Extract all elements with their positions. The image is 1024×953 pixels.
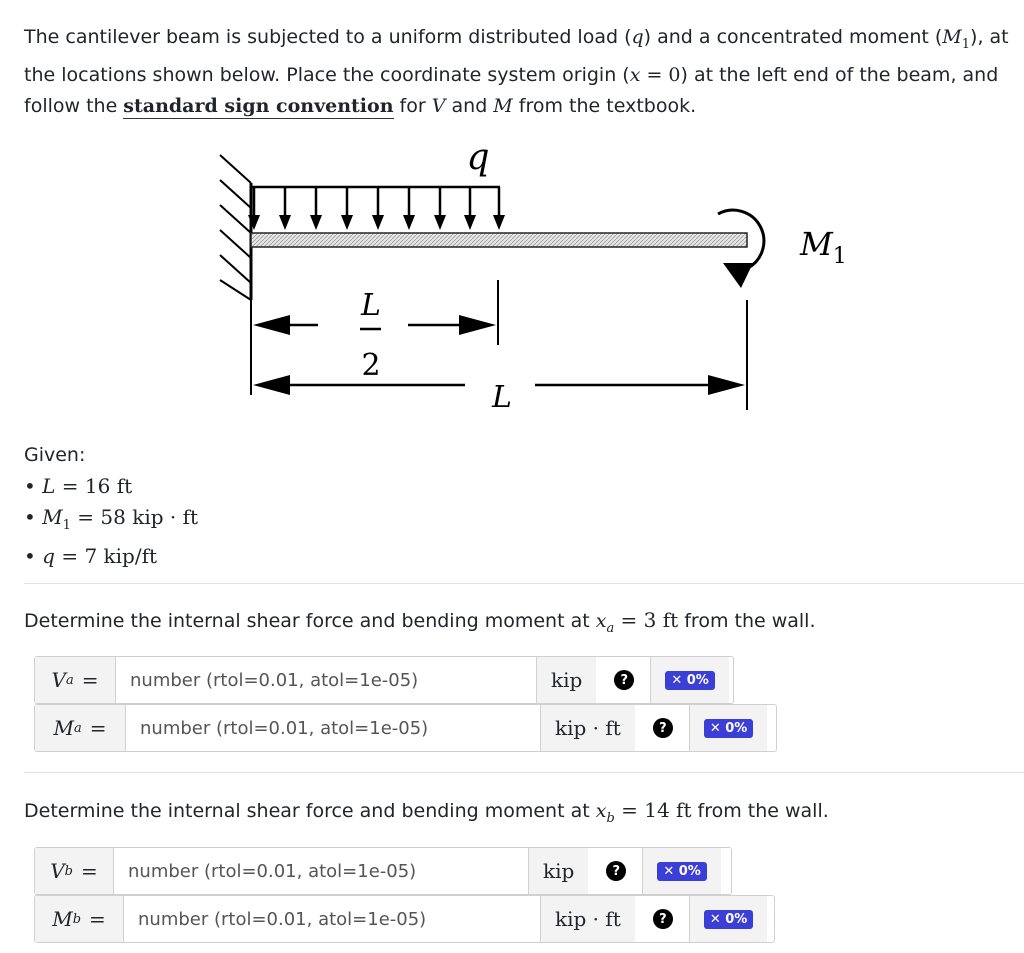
answer-label [35, 657, 116, 703]
beam-diagram [200, 135, 880, 425]
given-var: L [42, 474, 56, 498]
given-section [24, 440, 198, 572]
var-M: M [942, 26, 962, 48]
intro-text-3: ), at the locations shown below. Place the coordinate system origin ( [24, 26, 1009, 86]
help-icon[interactable]: ? [614, 670, 634, 690]
score-box [689, 896, 768, 942]
score-box [650, 657, 729, 703]
moment-label [799, 225, 847, 269]
question-a-value: = 3 ft [614, 608, 679, 632]
var-V: V [431, 94, 446, 117]
Mb-input[interactable] [124, 896, 540, 942]
moment-label-sub: 1 [832, 244, 847, 269]
given-value: = 7 kip/ft [54, 544, 158, 568]
answer-sub: b [64, 863, 73, 879]
Va-input[interactable] [116, 657, 536, 703]
given-var: q [42, 544, 55, 568]
answer-var: M [53, 716, 74, 740]
given-item-moment: • $M_1 = 58$ kip · ft [24, 505, 199, 533]
answer-eq: = [81, 668, 99, 692]
var-q: q [631, 26, 644, 48]
help-icon[interactable]: ? [653, 909, 673, 929]
score-box [689, 705, 768, 751]
answer-unit: kip · ft [540, 896, 635, 942]
intro-text-6: and [445, 94, 494, 117]
moment-arrow [718, 210, 764, 288]
question-a [24, 608, 816, 636]
question-b-var: x [595, 800, 607, 822]
distributed-load-arrows [248, 187, 505, 230]
answer-label [35, 848, 114, 894]
full-length-label: L [492, 380, 512, 415]
half-length-dimension [251, 265, 498, 395]
answer-sub: b [72, 911, 82, 927]
answer-row-Ma [34, 704, 777, 752]
half-length-denominator: 2 [361, 348, 381, 383]
given-value: = 16 ft [55, 474, 133, 498]
score-badge: ✕ 0% [665, 671, 715, 690]
answer-label [35, 705, 126, 751]
intro-text-4: ) at the left end of the beam, and follow the [24, 63, 999, 117]
question-a-post: from the wall. [678, 610, 816, 632]
given-value: = 58 kip · ft [70, 505, 199, 529]
answer-eq: = [81, 859, 98, 883]
answer-unit: kip · ft [540, 705, 635, 751]
given-heading: Given: [24, 444, 86, 466]
answer-sub: a [73, 720, 82, 736]
var-x: x [629, 63, 641, 86]
moment-label-M: M [800, 225, 833, 263]
intro-text-1: The cantilever beam is subjected to a uniform distributed load ( [24, 26, 632, 48]
divider [24, 772, 1024, 773]
question-b-value: = 14 ft [614, 798, 692, 822]
load-label-q: q [466, 137, 490, 178]
intro-text-5: for [393, 94, 432, 117]
help-icon[interactable]: ? [653, 718, 673, 738]
answer-unit: kip [528, 848, 588, 894]
half-length-numerator: L [361, 288, 381, 323]
question-b-text: Determine the internal shear force and bending moment at [24, 800, 596, 822]
full-length-dimension [253, 300, 747, 415]
score-badge: ✕ 0% [704, 910, 754, 929]
answer-unit: kip [536, 657, 596, 703]
intro-text-7: from the textbook. [512, 94, 697, 117]
given-var: M [42, 505, 63, 529]
Ma-input[interactable] [126, 705, 540, 751]
answer-row-Va [34, 656, 734, 704]
var-M-sub: 1 [961, 36, 971, 52]
score-badge: ✕ 0% [704, 719, 754, 738]
answer-label [35, 896, 124, 942]
question-a-text: Determine the internal shear force and bending moment at [24, 610, 596, 632]
sign-convention-link[interactable]: standard sign convention [123, 94, 394, 117]
score-badge: ✕ 0% [657, 862, 707, 881]
answer-var: V [51, 668, 66, 692]
x-equals-zero: = 0 [640, 63, 681, 86]
score-box [642, 848, 721, 894]
answer-row-Mb [34, 895, 775, 943]
Vb-input[interactable] [114, 848, 528, 894]
intro-text-2: ) and a concentrated moment ( [643, 26, 943, 48]
problem-statement [24, 22, 1024, 122]
answer-sub: a [65, 672, 74, 688]
question-a-var: x [595, 610, 607, 632]
fixed-wall-support [220, 155, 251, 300]
answer-eq: = [89, 716, 107, 740]
answer-var: V [50, 859, 65, 883]
question-b [24, 798, 829, 826]
var-M-2: M [493, 94, 513, 117]
answer-var: M [52, 907, 73, 931]
given-sub: 1 [62, 518, 71, 533]
given-item-length: • L = 16 ft [24, 474, 133, 498]
beam [251, 233, 747, 247]
answer-row-Vb [34, 847, 732, 895]
divider [24, 583, 1024, 584]
question-b-post: from the wall. [691, 800, 829, 822]
answer-eq: = [89, 907, 106, 931]
help-icon[interactable]: ? [606, 861, 626, 881]
question-a-sub: a [606, 620, 615, 636]
given-item-load: • q = 7 kip/ft [24, 544, 158, 568]
question-b-sub: b [606, 810, 615, 826]
